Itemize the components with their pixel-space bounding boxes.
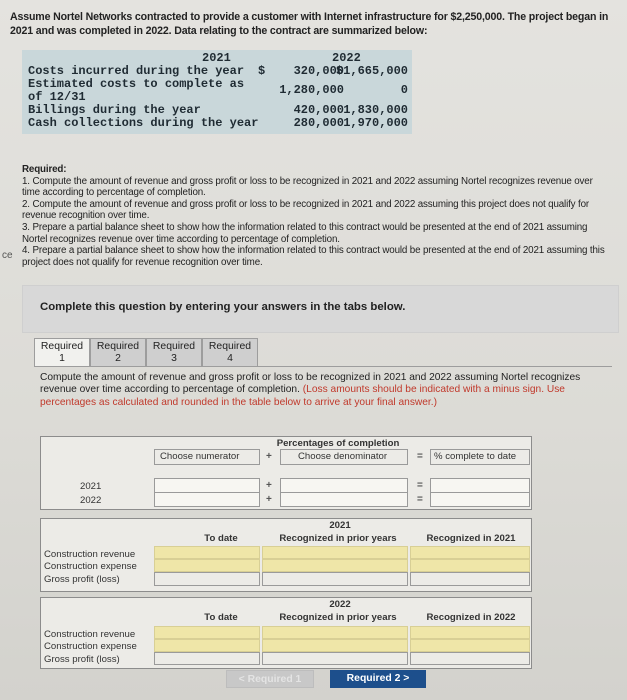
year-2022-header: 2022 [332,51,361,65]
instructions-note: (Loss amounts should be indicated with a minus sign. Use percentages as calculated and rounded in the table below to arrive at your final answer.) [40,384,565,408]
row-year-2022: 2022 [80,495,102,506]
pct-title: Percentages of completion [276,438,400,449]
rev2021-revenue-prior[interactable] [262,546,408,559]
percent-2022-input[interactable] [430,492,530,507]
plus-symbol: + [266,451,272,462]
plus-symbol: + [266,480,272,491]
tab-instructions [40,372,608,409]
rev2021-gross-recognized[interactable] [410,572,530,586]
instructions-main: Compute the amount of revenue and gross profit or loss to be recognized in 2021 and 2022 assuming Nortel recognizes revenue over time according to percentage of completion. [40,372,581,396]
equals-symbol: = [417,494,423,505]
row-label: Costs incurred during the year [28,64,245,78]
tab-number: 1 [59,353,65,364]
rev2021-recognized: Recognized in 2021 [426,533,516,544]
tab-number: 4 [227,353,233,364]
row-label: Construction expense [44,641,137,652]
row-label: Construction expense [44,561,137,572]
required-heading: Required: [22,164,67,175]
tab-bar [34,338,258,366]
row-year-2021: 2021 [80,481,102,492]
result-label: % complete to date [434,451,517,462]
rev2022-gross-recognized[interactable] [410,652,530,665]
tab-label: Required [208,341,252,352]
rev2021-gross-to-date[interactable] [154,572,260,586]
rev2021-prior: Recognized in prior years [279,533,397,544]
rev2021-expense-to-date[interactable] [154,559,260,572]
complete-note: Complete this question by entering your answers in the tabs below. [40,301,406,313]
row-label: Billings during the year [28,103,201,117]
cell-value: 320,000 [293,64,344,78]
tab-label: Required [40,341,84,352]
data-table-panel [22,50,412,134]
tab-required-1[interactable] [34,338,90,366]
denominator-label: Choose denominator [298,451,388,462]
prev-required-button[interactable]: < Required 1 [226,670,314,688]
plus-symbol: + [266,494,272,505]
rev2021-year: 2021 [329,520,351,531]
required-section [22,164,612,268]
rev2022-expense-prior[interactable] [262,639,408,652]
cell-value: 420,000 [293,103,344,117]
equals-symbol: = [417,451,423,462]
tab-required-3[interactable] [146,338,202,366]
dollar-sign: $ [258,64,266,78]
required-item: 2. Compute the amount of revenue and gross profit or loss to be recognized in 2021 and 2022 assuming this project does not qualify for revenue recognition over time. [22,198,589,222]
rev2021-expense-recognized[interactable] [410,559,530,572]
cell-value: 1,280,000 [279,83,344,97]
rev2022-year: 2022 [329,599,351,610]
row-label-cont: of 12/31 [28,90,86,104]
rev2022-gross-to-date[interactable] [154,652,260,665]
tab-required-2[interactable] [90,338,146,366]
tab-number: 2 [115,353,121,364]
rev2022-gross-prior[interactable] [262,652,408,665]
cell-value: 1,970,000 [343,116,408,130]
percent-2021-input[interactable] [430,478,530,493]
tab-number: 3 [171,353,177,364]
rev2022-expense-recognized[interactable] [410,639,530,652]
rev2022-to-date: To date [204,612,238,623]
row-label: Construction revenue [44,629,136,640]
rev2022-prior: Recognized in prior years [279,612,397,623]
denominator-2021-select[interactable] [280,478,408,493]
tab-label: Required [96,341,140,352]
numerator-label: Choose numerator [160,451,240,462]
row-label: Gross profit (loss) [44,654,120,665]
rev2022-revenue-prior[interactable] [262,626,408,639]
equals-symbol: = [417,480,423,491]
rev2021-to-date: To date [204,533,238,544]
tab-label: Required [152,341,196,352]
rev2022-revenue-recognized[interactable] [410,626,530,639]
next-required-button[interactable]: Required 2 > [330,670,426,688]
required-item: 3. Prepare a partial balance sheet to show how the information related to this contract would be presented at the end of 2021 assuming Nortel recognizes revenue over time according to percentage of completion. [22,221,588,245]
rev2021-gross-prior[interactable] [262,572,408,586]
required-item: 4. Prepare a partial balance sheet to show how the information related to this contract would be presented at the end of 2021 assuming this project does not qualify for revenue recognition over time. [22,245,605,268]
edge-text: ce [2,250,13,261]
denominator-2022-select[interactable] [280,492,408,507]
tab-required-4[interactable] [202,338,258,366]
rev2021-revenue-recognized[interactable] [410,546,530,559]
cell-value: $1,665,000 [335,64,408,78]
cell-value: 1,830,000 [343,103,408,117]
numerator-2022-select[interactable] [154,492,260,507]
rev2021-expense-prior[interactable] [262,559,408,572]
rev2022-recognized: Recognized in 2022 [426,612,516,623]
required-item: 1. Compute the amount of revenue and gross profit or loss to be recognized in 2021 and 2022 assuming Nortel recognizes revenue over time according to percentage of completion. [22,175,593,199]
rev2022-expense-to-date[interactable] [154,639,260,652]
rev2021-revenue-to-date[interactable] [154,546,260,559]
problem-intro: Assume Nortel Networks contracted to provide a customer with Internet infrastructure for $2,250,000. The project began in 2021 and was completed in 2022. Data relating to the contract are summarized below: [10,11,609,37]
year-2021-header: 2021 [202,51,231,65]
rev2022-revenue-to-date[interactable] [154,626,260,639]
row-label: Estimated costs to complete as [28,77,245,91]
cell-value: 280,000 [293,116,344,130]
numerator-2021-select[interactable] [154,478,260,493]
row-label: Gross profit (loss) [44,574,120,585]
row-label: Cash collections during the year [28,116,259,130]
cell-value: 0 [400,83,408,97]
row-label: Construction revenue [44,549,136,560]
